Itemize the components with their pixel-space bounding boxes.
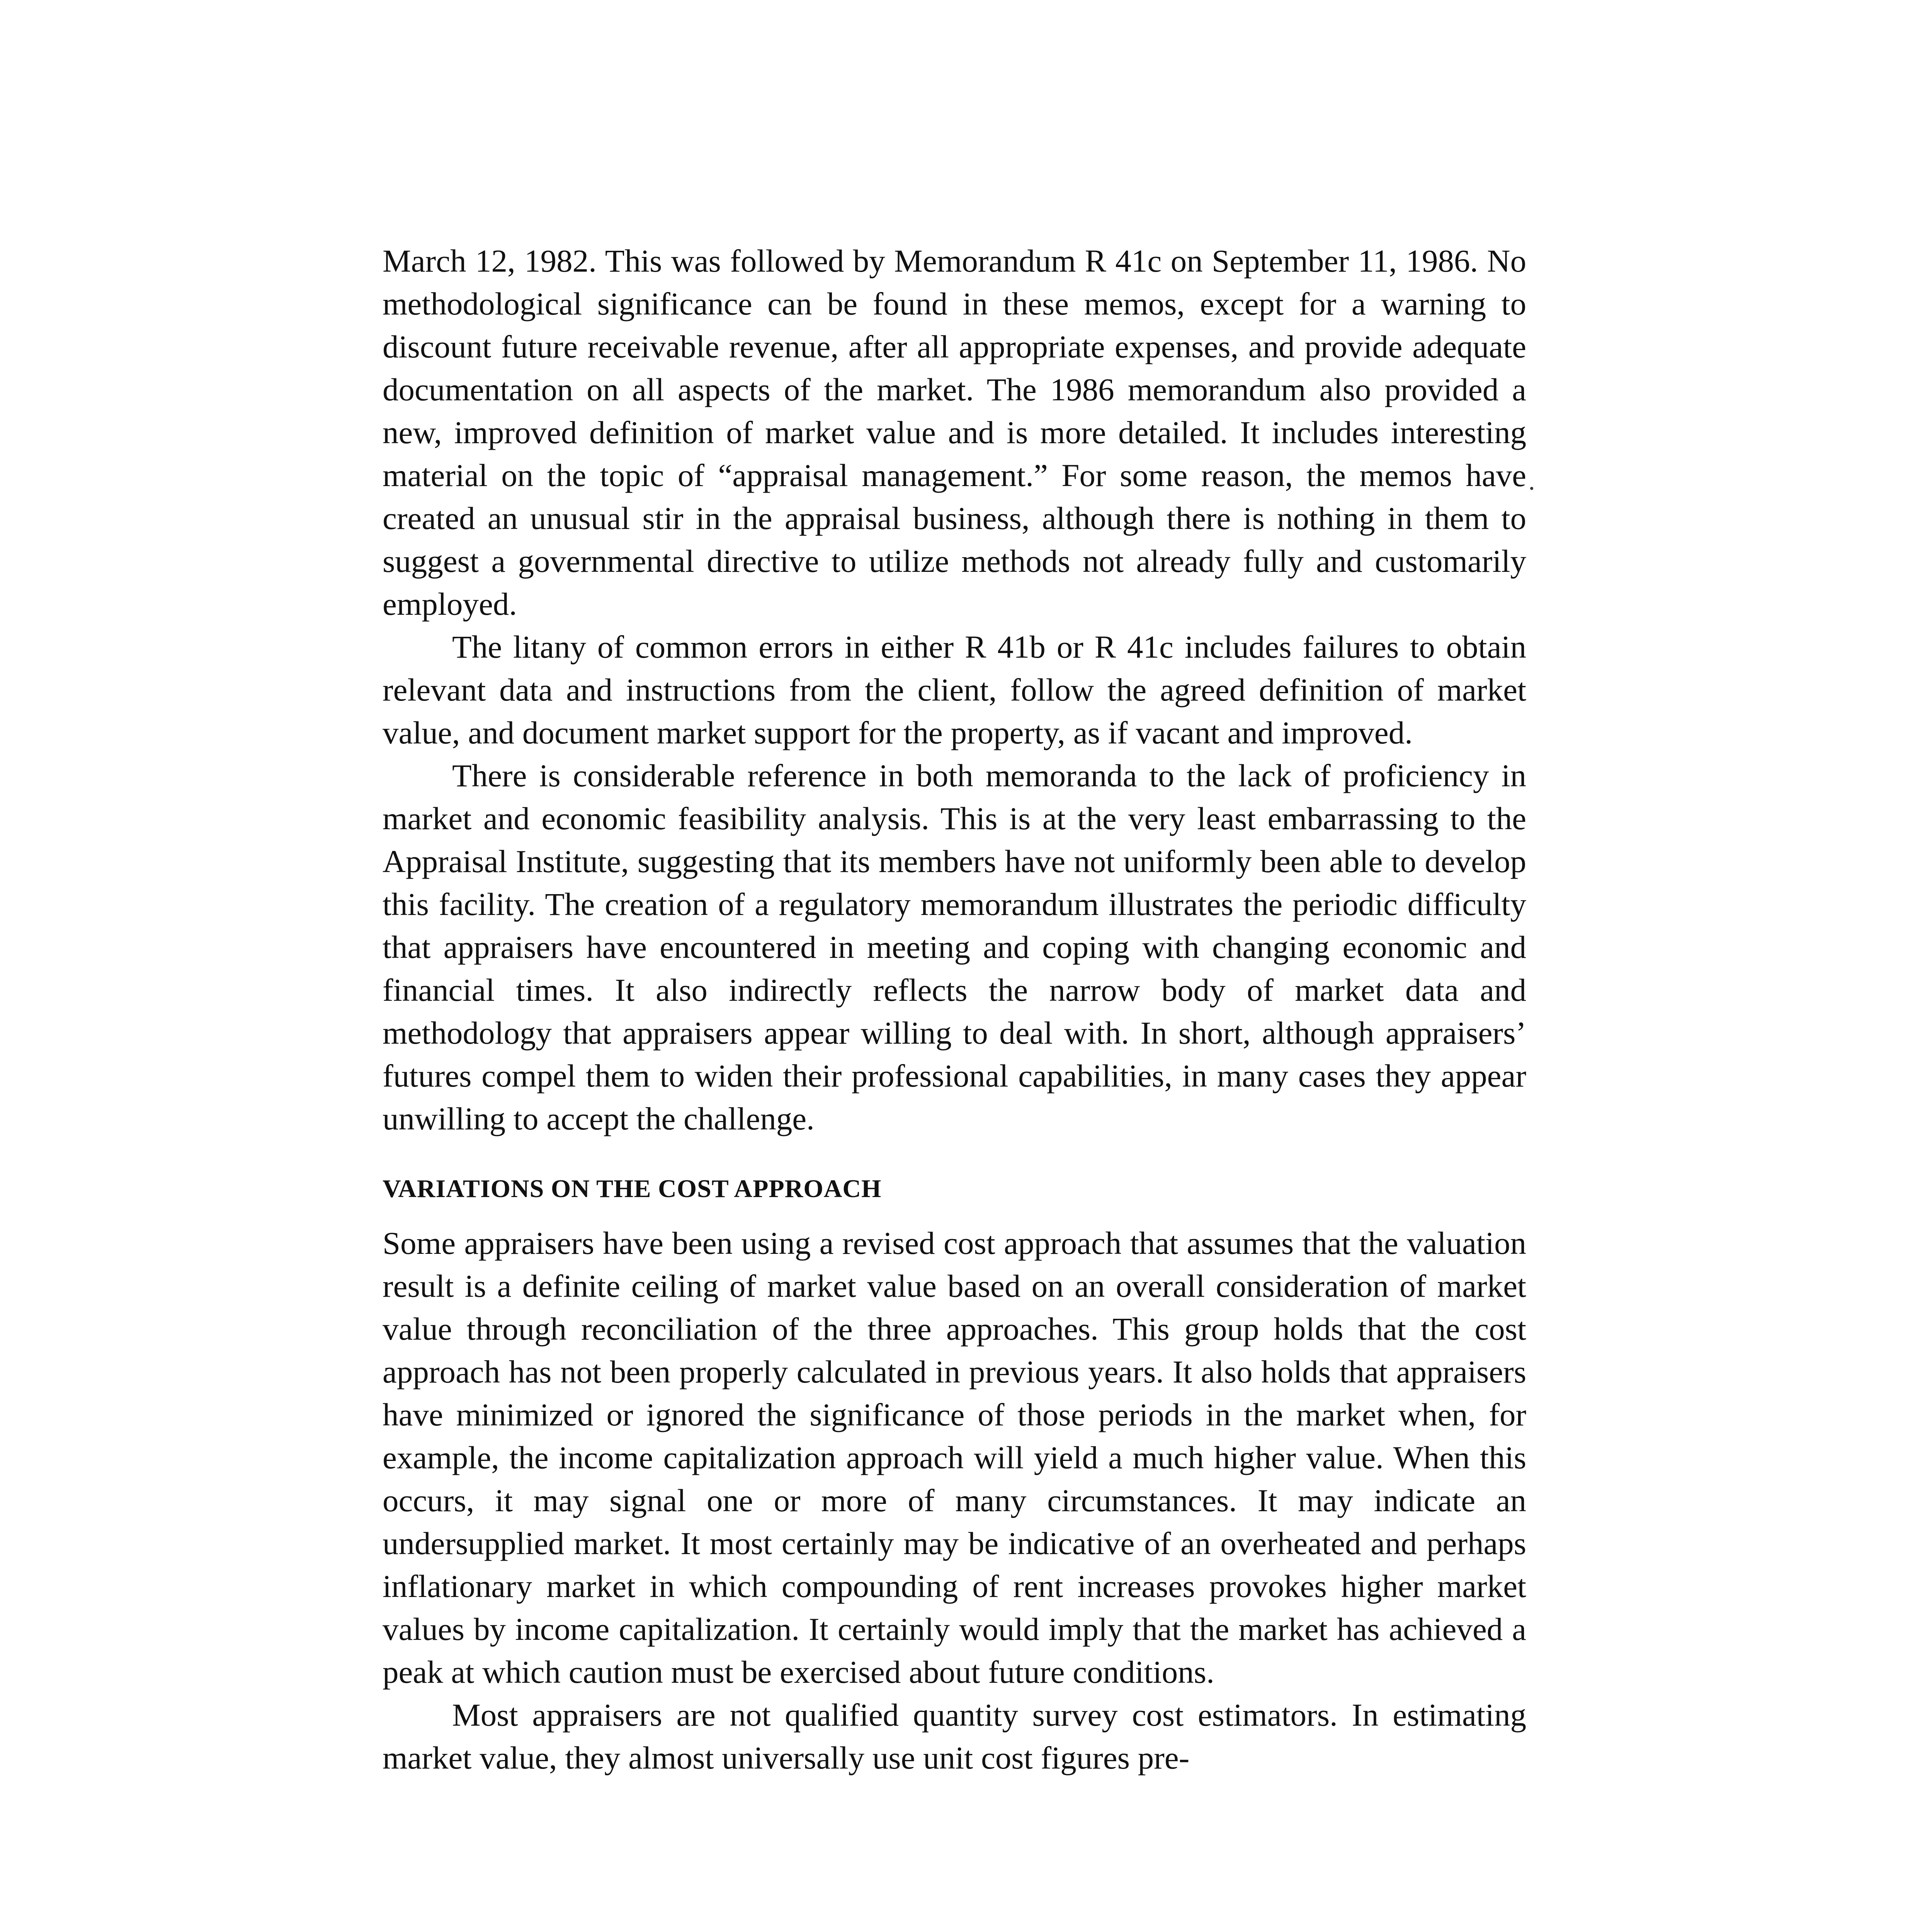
paragraph-2: The litany of common errors in either R 41b or R 41c includes failures to obtain relevant data and instructions from the client, follow the agreed definition of market value, and document market support for the property, as if vacant and improved. [383, 629, 1526, 750]
section-paragraph-2: Most appraisers are not qualified quantity survey cost estimators. In estimating market value, they almost universally use unit cost figures pre- [383, 1697, 1526, 1776]
body-text [383, 240, 1526, 1779]
paragraph-3: There is considerable reference in both memoranda to the lack of proficiency in market and economic feasibility analysis. This is at the very least embarrassing to the Appraisal Institute, suggesting that its members have not uniformly been able to develop this facility. The creation of a regulatory memorandum illustrates the periodic difficulty that appraisers have encountered in meeting and coping with changing economic and financial times. It also indirectly reflects the narrow body of market data and methodology that appraisers appear willing to deal with. In short, although appraisers’ futures compel them to widen their professional capabilities, in many cases they appear unwilling to accept the challenge. [383, 758, 1526, 1136]
paragraph-1: March 12, 1982. This was followed by Memorandum R 41c on September 11, 1986. No methodological significance can be found in these memos, except for a warning to discount future receivable revenue, after all appropriate expenses, and provide adequate documentation on all aspects of the market. The 1986 memorandum also provided a new, improved definition of market value and is more detailed. It includes interesting material on the topic of “appraisal management.” For some reason, the memos have created an unusual stir in the appraisal business, although there is nothing in them to suggest a governmental directive to utilize methods not already fully and customarily employed. [383, 243, 1526, 622]
section-heading: VARIATIONS ON THE COST APPROACH [383, 1175, 882, 1203]
scan-speck [1530, 487, 1533, 490]
section-paragraph-1: Some appraisers have been using a revised cost approach that assumes that the valuation result is a definite ceiling of market value based on an overall consideration of market value through reconciliation of the three approaches. This group holds that the cost approach has not been properly calculated in previous years. It also holds that appraisers have minimized or ignored the significance of those periods in the market when, for example, the income capitalization approach will yield a much higher value. When this occurs, it may signal one or more of many circumstances. It may indicate an undersupplied market. It most certainly may be indicative of an overheated and perhaps inflationary market in which compounding of rent increases provokes higher market values by income capitalization. It certainly would imply that the market has achieved a peak at which caution must be exercised about future conditions. [383, 1225, 1526, 1690]
